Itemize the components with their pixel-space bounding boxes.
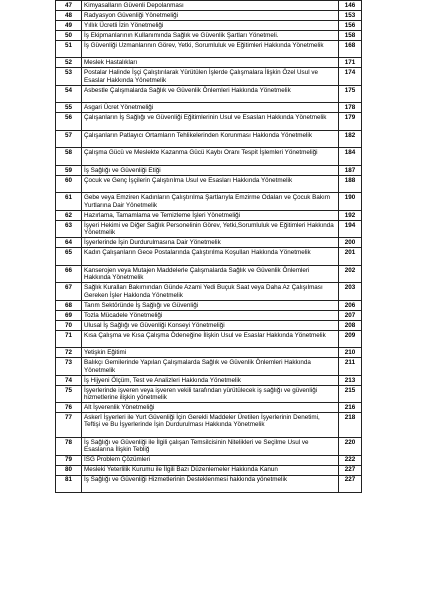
entry-number: 71: [56, 330, 82, 347]
entry-title: İşyerlerinde işveren veya işveren vekili tarafından yürütülecek iş sağlığı ve güvenliği hizmetlerine ilişkin yönetmelik: [82, 385, 339, 402]
entry-number: 63: [56, 220, 82, 237]
entry-title: Ulusal İş Sağlığı ve Güvenliği Konseyi Yönetmeliği: [82, 320, 339, 330]
table-row: [56, 113, 362, 130]
table-row: [56, 455, 362, 465]
table-row: [56, 220, 362, 237]
table-row: [56, 68, 362, 85]
entry-title: Radyasyon Güvenliği Yönetmeliği: [82, 11, 339, 21]
table-row: [56, 475, 362, 492]
table-row: [56, 465, 362, 475]
entry-number: 75: [56, 385, 82, 402]
entry-number: 47: [56, 1, 82, 11]
entry-number: 61: [56, 193, 82, 210]
entry-title: İş Hijyeni Ölçüm, Test ve Analizleri Hakkında Yönetmelik: [82, 375, 339, 385]
entry-number: 55: [56, 103, 82, 113]
entry-number: 70: [56, 320, 82, 330]
entry-page-number: 206: [339, 300, 362, 310]
entry-number: 57: [56, 130, 82, 147]
entry-title: Kanserojen veya Mutajen Maddelerle Çalışmalarda Sağlık ve Güvenlik Önlemleri Hakkında Yönetmelik: [82, 265, 339, 282]
table-row: [56, 103, 362, 113]
entry-number: 60: [56, 175, 82, 192]
entry-page-number: 146: [339, 1, 362, 11]
entry-page-number: 209: [339, 330, 362, 347]
entry-title: Kimyasalların Güvenli Depolanması: [82, 1, 339, 11]
entry-page-number: 190: [339, 193, 362, 210]
entry-page-number: 179: [339, 113, 362, 130]
table-row: [56, 148, 362, 165]
table-row: [56, 238, 362, 248]
entry-page-number: 222: [339, 455, 362, 465]
entry-number: 52: [56, 58, 82, 68]
entry-page-number: 188: [339, 175, 362, 192]
entry-number: 74: [56, 375, 82, 385]
entry-title: Balıkçı Gemilerinde Yapılan Çalışmalarda Sağlık ve Güvenlik Önlemleri Hakkında Yönetmelik: [82, 358, 339, 375]
entry-title: Gebe veya Emziren Kadınların Çalıştırılma Şartlarıyla Emzirme Odaları ve Çocuk Bakım Yurtlarına Dair Yönetmelik: [82, 193, 339, 210]
entry-number: 59: [56, 165, 82, 175]
entry-page-number: 220: [339, 438, 362, 455]
entry-number: 76: [56, 403, 82, 413]
entry-number: 58: [56, 148, 82, 165]
table-row: [56, 330, 362, 347]
entry-page-number: 192: [339, 210, 362, 220]
entry-number: 62: [56, 210, 82, 220]
entry-title: Meslek Hastalıkları: [82, 58, 339, 68]
entry-title: Mesleki Yeterlilik Kurumu ile İlgili Bazı Düzenlemeler Hakkında Kanun: [82, 465, 339, 475]
entry-page-number: 153: [339, 11, 362, 21]
entry-page-number: 156: [339, 21, 362, 31]
table-row: [56, 375, 362, 385]
entry-page-number: 200: [339, 238, 362, 248]
entry-page-number: 168: [339, 41, 362, 58]
table-row: [56, 165, 362, 175]
table-row: [56, 348, 362, 358]
entry-title: İş Güvenliği Uzmanlarının Görev, Yetki, Sorumluluk ve Eğitimleri Hakkında Yönetmelik: [82, 41, 339, 58]
entry-page-number: 227: [339, 465, 362, 475]
entry-title: Asgari Ücret Yönetmeliği: [82, 103, 339, 113]
entry-title: Tarım Sektöründe İş Sağlığı ve Güvenliği: [82, 300, 339, 310]
entry-title: İş Sağlığı ve Güvenliği Etiği: [82, 165, 339, 175]
entry-page-number: 203: [339, 283, 362, 300]
table-row: [56, 193, 362, 210]
entry-number: 66: [56, 265, 82, 282]
entry-number: 56: [56, 113, 82, 130]
entry-page-number: 182: [339, 130, 362, 147]
entry-page-number: 216: [339, 403, 362, 413]
entry-title: İşyerlerinde İşin Durdurulmasına Dair Yönetmelik: [82, 238, 339, 248]
entry-number: 81: [56, 475, 82, 492]
table-row: [56, 175, 362, 192]
entry-number: 68: [56, 300, 82, 310]
entry-number: 67: [56, 283, 82, 300]
entry-page-number: 215: [339, 385, 362, 402]
entry-page-number: 207: [339, 310, 362, 320]
entry-number: 72: [56, 348, 82, 358]
entry-title: Asbestle Çalışmalarda Sağlık ve Güvenlik Önlemleri Hakkında Yönetmelik: [82, 85, 339, 102]
entry-page-number: 194: [339, 220, 362, 237]
table-row: [56, 21, 362, 31]
table-row: [56, 130, 362, 147]
entry-number: 77: [56, 413, 82, 438]
entry-page-number: 202: [339, 265, 362, 282]
table-row: [56, 41, 362, 58]
entry-title: İşyeri Hekimi ve Diğer Sağlık Personelinin Görev, Yetki,Sorumluluk ve Eğitimleri Hakkında Yönetmelik: [82, 220, 339, 237]
entry-title: İş Sağlığı ve Güvenliği ile İlgili çalışan Temsilcisinin Nitelikleri ve Seçilme Usul ve Esaslarına İlişkin Tebliğ: [82, 438, 339, 455]
entry-number: 48: [56, 11, 82, 21]
entry-title: Çalışanların İş Sağlığı ve Güvenliği Eğitimlerinin Usul ve Esasları Hakkında Yönetmelik: [82, 113, 339, 130]
entry-page-number: 184: [339, 148, 362, 165]
table-row: [56, 310, 362, 320]
table-row: [56, 31, 362, 41]
entry-number: 73: [56, 358, 82, 375]
entry-number: 79: [56, 455, 82, 465]
entry-page-number: 201: [339, 248, 362, 265]
entry-title: Askerî İşyerleri ile Yurt Güvenliği İçin Gerekli Maddeler Üretilen İşyerlerinin Denetimi, Teftişi ve Bu İşyerlerinde İşin Durdurulması Hakkında Yönetmelik: [82, 413, 339, 438]
table-row: [56, 385, 362, 402]
entry-title: Sağlık Kuralları Bakımından Günde Azami Yedi Buçuk Saat veya Daha Az Çalışılması Gereken İşler Hakkında Yönetmelik: [82, 283, 339, 300]
table-row: [56, 358, 362, 375]
entry-number: 54: [56, 85, 82, 102]
entry-title: Postalar Halinde İşçi Çalıştırılarak Yürütülen İşlerde Çalışmalara İlişkin Özel Usul ve Esaslar Hakkında Yönetmelik: [82, 68, 339, 85]
entry-title: Çalışanların Patlayıcı Ortamların Tehlikelerinden Korunması Hakkında Yönetmelik: [82, 130, 339, 147]
entry-number: 80: [56, 465, 82, 475]
table-row: [56, 210, 362, 220]
entry-title: Hazırlama, Tamamlama ve Temizleme İşleri Yönetmeliği: [82, 210, 339, 220]
entry-title: Kısa Çalışma ve Kısa Çalışma Ödeneğine İlişkin Usul ve Esaslar Hakkında Yönetmelik: [82, 330, 339, 347]
table-row: [56, 58, 362, 68]
entry-page-number: 171: [339, 58, 362, 68]
entry-title: Yetişkin Eğitimi: [82, 348, 339, 358]
entry-title: Alt İşverenlik Yönetmeliği: [82, 403, 339, 413]
entry-page-number: 208: [339, 320, 362, 330]
entry-page-number: 213: [339, 375, 362, 385]
entry-title: Tozla Mücadele Yönetmeliği: [82, 310, 339, 320]
entry-page-number: 227: [339, 475, 362, 492]
table-row: [56, 300, 362, 310]
table-row: [56, 320, 362, 330]
entry-title: Çalışma Gücü ve Meslekte Kazanma Gücü Kaybı Oranı Tespit İşlemleri Yönetmeliği: [82, 148, 339, 165]
entry-page-number: 187: [339, 165, 362, 175]
table-row: [56, 11, 362, 21]
table-row: [56, 438, 362, 455]
entry-number: 69: [56, 310, 82, 320]
table-row: [56, 265, 362, 282]
entry-page-number: 174: [339, 68, 362, 85]
entry-page-number: 175: [339, 85, 362, 102]
table-row: [56, 85, 362, 102]
entry-title: İSG Problem Çözümleri: [82, 455, 339, 465]
entry-number: 64: [56, 238, 82, 248]
table-row: [56, 248, 362, 265]
entry-number: 53: [56, 68, 82, 85]
entry-number: 50: [56, 31, 82, 41]
entry-title: İş Ekipmanlarının Kullanımında Sağlık ve Güvenlik Şartları Yönetmeli.: [82, 31, 339, 41]
toc-body: [56, 1, 362, 493]
entry-page-number: 218: [339, 413, 362, 438]
entry-page-number: 178: [339, 103, 362, 113]
entry-page-number: 158: [339, 31, 362, 41]
entry-page-number: 210: [339, 348, 362, 358]
table-of-contents: [55, 0, 362, 493]
entry-number: 51: [56, 41, 82, 58]
table-row: [56, 413, 362, 438]
entry-title: İş Sağlığı ve Güvenliği Hizmetlerinin Desteklenmesi hakkında yönetmelik: [82, 475, 339, 492]
entry-number: 78: [56, 438, 82, 455]
entry-page-number: 211: [339, 358, 362, 375]
entry-title: Kadın Çalışanların Gece Postalarında Çalıştırılma Koşulları Hakkında Yönetmelik: [82, 248, 339, 265]
entry-title: Yıllık Ücretli İzin Yönetmeliği: [82, 21, 339, 31]
entry-number: 49: [56, 21, 82, 31]
table-row: [56, 403, 362, 413]
entry-number: 65: [56, 248, 82, 265]
table-row: [56, 1, 362, 11]
entry-title: Çocuk ve Genç İşçilerin Çalıştırılma Usul ve Esasları Hakkında Yönetmelik: [82, 175, 339, 192]
table-row: [56, 283, 362, 300]
